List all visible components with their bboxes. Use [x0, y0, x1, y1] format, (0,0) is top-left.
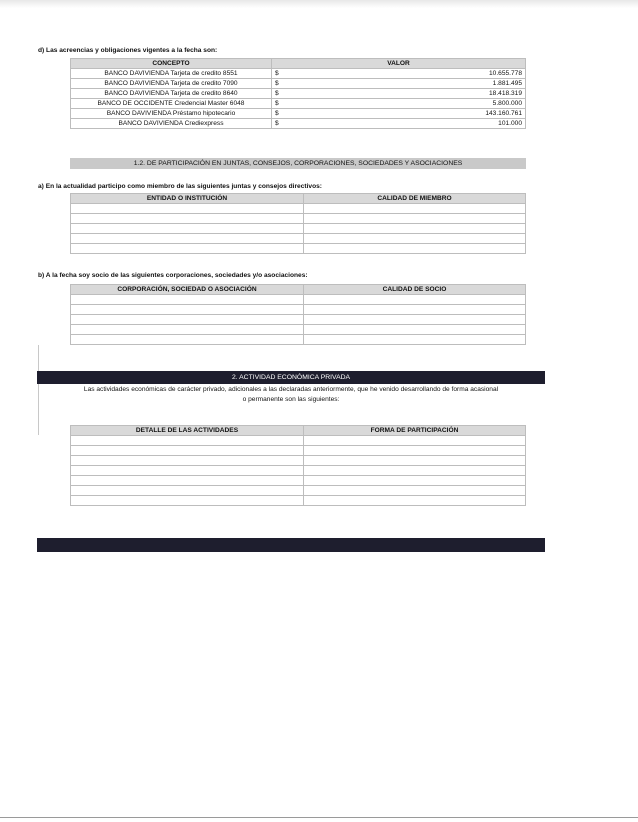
currency-cell: $ [272, 99, 317, 109]
table-row [71, 436, 526, 446]
table-row [71, 325, 526, 335]
table-row [71, 456, 526, 466]
paragraph-line-2: o permanente son las siguientes: [242, 396, 340, 403]
table-row [71, 89, 526, 99]
col-entidad: ENTIDAD O INSTITUCIÓN [71, 194, 304, 204]
concepto-cell: BANCO DE OCCIDENTE Credencial Master 6048 [71, 99, 272, 109]
valor-cell: 143.160.761 [317, 109, 526, 119]
concepto-cell: BANCO DAVIVIENDA Préstamo hipotecario [71, 109, 272, 119]
table-row [71, 244, 526, 254]
section-2-band: 2. ACTIVIDAD ECONÓMICA PRIVADA [37, 371, 545, 384]
table-row [71, 315, 526, 325]
valor-cell: 5.800.000 [317, 99, 526, 109]
col-calidad-miembro: CALIDAD DE MIEMBRO [304, 194, 526, 204]
juntas-heading: a) En la actualidad participo como miembro de las siguientes juntas y consejos directivos: [38, 183, 322, 190]
col-corporacion: CORPORACIÓN, SOCIEDAD O ASOCIACIÓN [71, 285, 304, 295]
currency-cell: $ [272, 89, 317, 99]
col-valor: VALOR [272, 59, 526, 69]
actividad-paragraph [38, 385, 544, 405]
table-row [71, 496, 526, 506]
sociedades-table [70, 284, 526, 345]
scan-top-edge [0, 0, 638, 8]
valor-cell: 1.881.495 [317, 79, 526, 89]
concepto-cell: BANCO DAVIVIENDA Tarjeta de credito 7090 [71, 79, 272, 89]
valor-cell: 18.418.319 [317, 89, 526, 99]
obligaciones-heading: d) Las acreencias y obligaciones vigentes a la fecha son: [38, 47, 218, 54]
table-row [71, 79, 526, 89]
table-row [71, 476, 526, 486]
currency-cell: $ [272, 109, 317, 119]
section-1-2-band: 1.2. DE PARTICIPACIÓN EN JUNTAS, CONSEJOS, CORPORACIONES, SOCIEDADES Y ASOCIACIONES [70, 158, 526, 169]
col-calidad-socio: CALIDAD DE SOCIO [304, 285, 526, 295]
currency-cell: $ [272, 69, 317, 79]
obligaciones-table [70, 58, 526, 129]
currency-cell: $ [272, 79, 317, 89]
table-row [71, 224, 526, 234]
table-row [71, 446, 526, 456]
currency-cell: $ [272, 119, 317, 129]
table-row [71, 486, 526, 496]
table-row [71, 204, 526, 214]
col-concepto: CONCEPTO [71, 59, 272, 69]
table-row [71, 119, 526, 129]
table-row [71, 234, 526, 244]
col-detalle: DETALLE DE LAS ACTIVIDADES [71, 426, 304, 436]
table-row [71, 466, 526, 476]
sociedades-heading: b) A la fecha soy socio de las siguientes corporaciones, sociedades y/o asociaciones: [38, 272, 308, 279]
paragraph-line-1: Las actividades económicas de carácter privado, adicionales a las declaradas anteriormente, que he venido desarrollando de forma acasional [83, 386, 499, 393]
section-3-band [37, 538, 545, 552]
table-row [71, 295, 526, 305]
table-row [71, 335, 526, 345]
table-row [71, 109, 526, 119]
concepto-cell: BANCO DAVIVIENDA Tarjeta de credito 8640 [71, 89, 272, 99]
actividades-table [70, 425, 526, 506]
col-forma: FORMA DE PARTICIPACIÓN [304, 426, 526, 436]
juntas-table [70, 193, 526, 254]
table-row [71, 305, 526, 315]
concepto-cell: BANCO DAVIVIENDA Tarjeta de credito 8551 [71, 69, 272, 79]
valor-cell: 101.000 [317, 119, 526, 129]
table-row [71, 99, 526, 109]
valor-cell: 10.655.778 [317, 69, 526, 79]
table-row [71, 69, 526, 79]
concepto-cell: BANCO DAVIVIENDA Crediexpress [71, 119, 272, 129]
table-row [71, 214, 526, 224]
scan-bottom-edge [0, 817, 638, 818]
